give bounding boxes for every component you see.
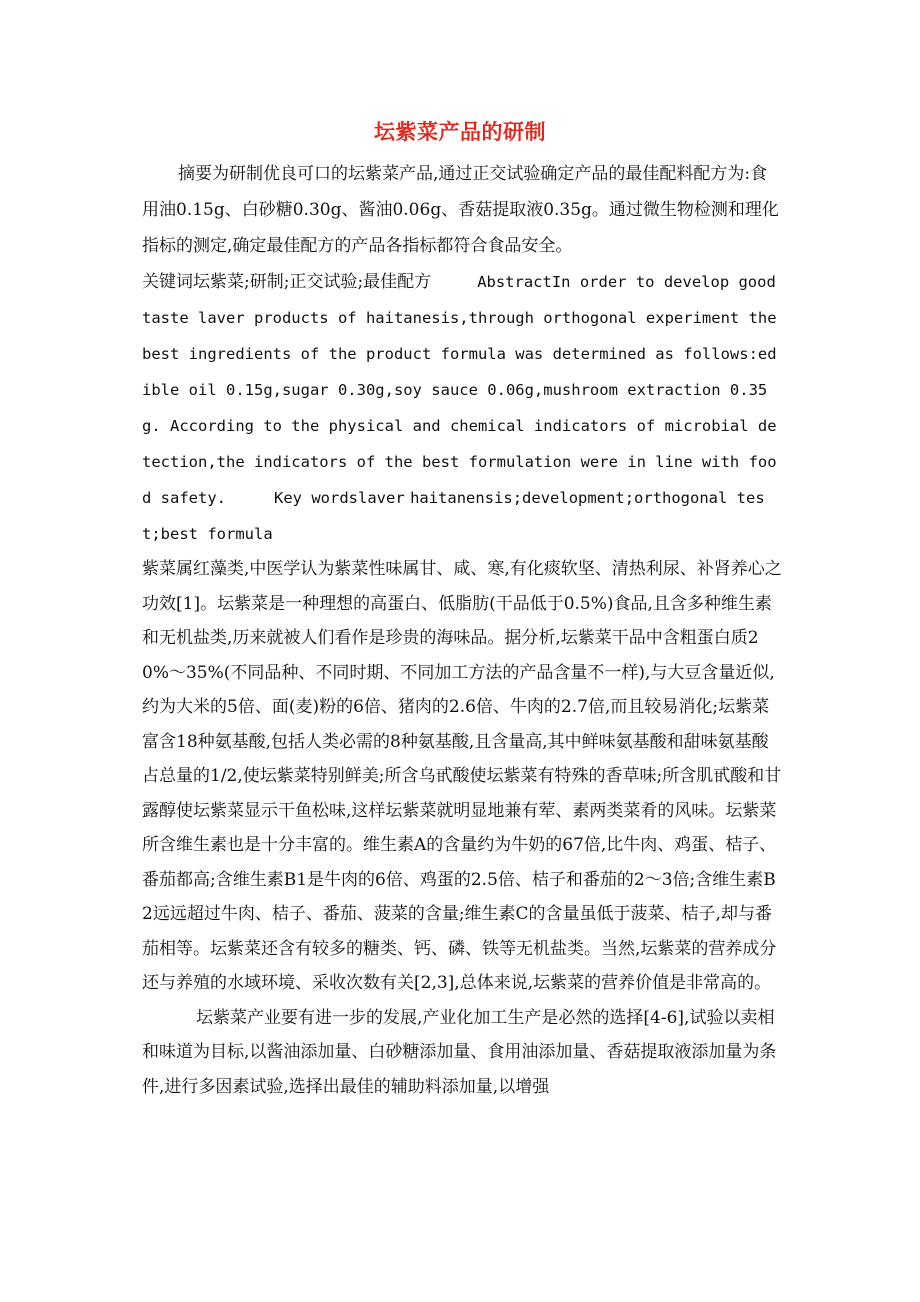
keywords-english-label: Key wordslaver xyxy=(274,489,405,507)
body-paragraph-1: 紫菜属红藻类,中医学认为紫菜性味属甘、咸、寒,有化痰软坚、清热利尿、补肾养心之功效[1]。坛紫菜是一种理想的高蛋白、低脂肪(干品低于0.5%)食品,且含多种维生素和无机盐类,历来就被人们看作是珍贵的海味品。据分析,坛紫菜干品中含粗蛋白质20%～35%(不同品种、不同时期、不同加工方法的产品含量不一样),与大豆含量近似,约为大米的5倍、面(麦)粉的6倍、猪肉的2.6倍、牛肉的2.7倍,而且较易消化;坛紫菜富含18种氨基酸,包括人类必需的8种氨基酸,且含量高,其中鲜味氨基酸和甜味氨基酸占总量的1/2,使坛紫菜特别鲜美;所含乌甙酸使坛紫菜有特殊的香草味;所含肌甙酸和甘露醇使坛紫菜显示干鱼松味,这样坛紫菜就明显地兼有荤、素两类菜肴的风味。坛紫菜所含维生素也是十分丰富的。维生素A的含量约为牛奶的67倍,比牛肉、鸡蛋、桔子、番茄都高;含维生素B1是牛肉的6倍、鸡蛋的2.5倍、桔子和番茄的2～3倍;含维生素B2远远超过牛肉、桔子、番茄、菠菜的含量;维生素C的含量虽低于菠菜、桔子,却与番茄相等。坛紫菜还含有较多的糖类、钙、磷、铁等无机盐类。当然,坛紫菜的营养成分还与养殖的水域环境、采收次数有关[2,3],总体来说,坛紫菜的营养价值是非常高的。 xyxy=(142,559,782,993)
document-title: 坛紫菜产品的研制 xyxy=(374,120,546,144)
body-paragraph-2: 坛紫菜产业要有进一步的发展,产业化加工生产是必然的选择[4-6],试验以卖相和味道为目标,以酱油添加量、白砂糖添加量、食用油添加量、香菇提取液添加量为条件,进行多因素试验,选择出最佳的辅助料添加量,以增强 xyxy=(142,1007,777,1097)
abstract-chinese: 摘要为研制优良可口的坛紫菜产品,通过正交试验确定产品的最佳配料配方为:食用油0.15g、白砂糖0.30g、酱油0.06g、香菇提取液0.35g。通过微生物检测和理化指标的测定,确定最佳配方的产品各指标都符合食品安全。 xyxy=(142,164,779,256)
keywords-chinese: 关键词坛紫菜;研制;正交试验;最佳配方 xyxy=(142,272,432,292)
keywords-english: haitanensis;development;orthogonal test;best formula xyxy=(142,489,765,543)
body-text xyxy=(142,552,782,1104)
keywords-and-english-abstract xyxy=(142,264,782,552)
abstract-english: AbstractIn order to develop good taste laver products of haitanesis,through orthogonal experiment the best ingredients of the product formula was determined as follows:edible oil 0.15g,sugar 0.30g,soy sauce 0.06g,mushroom extraction 0.35g. According to the physical and chemical indicators of microbial detection,the indicators of the best formulation were in line with food safety. xyxy=(142,273,777,507)
